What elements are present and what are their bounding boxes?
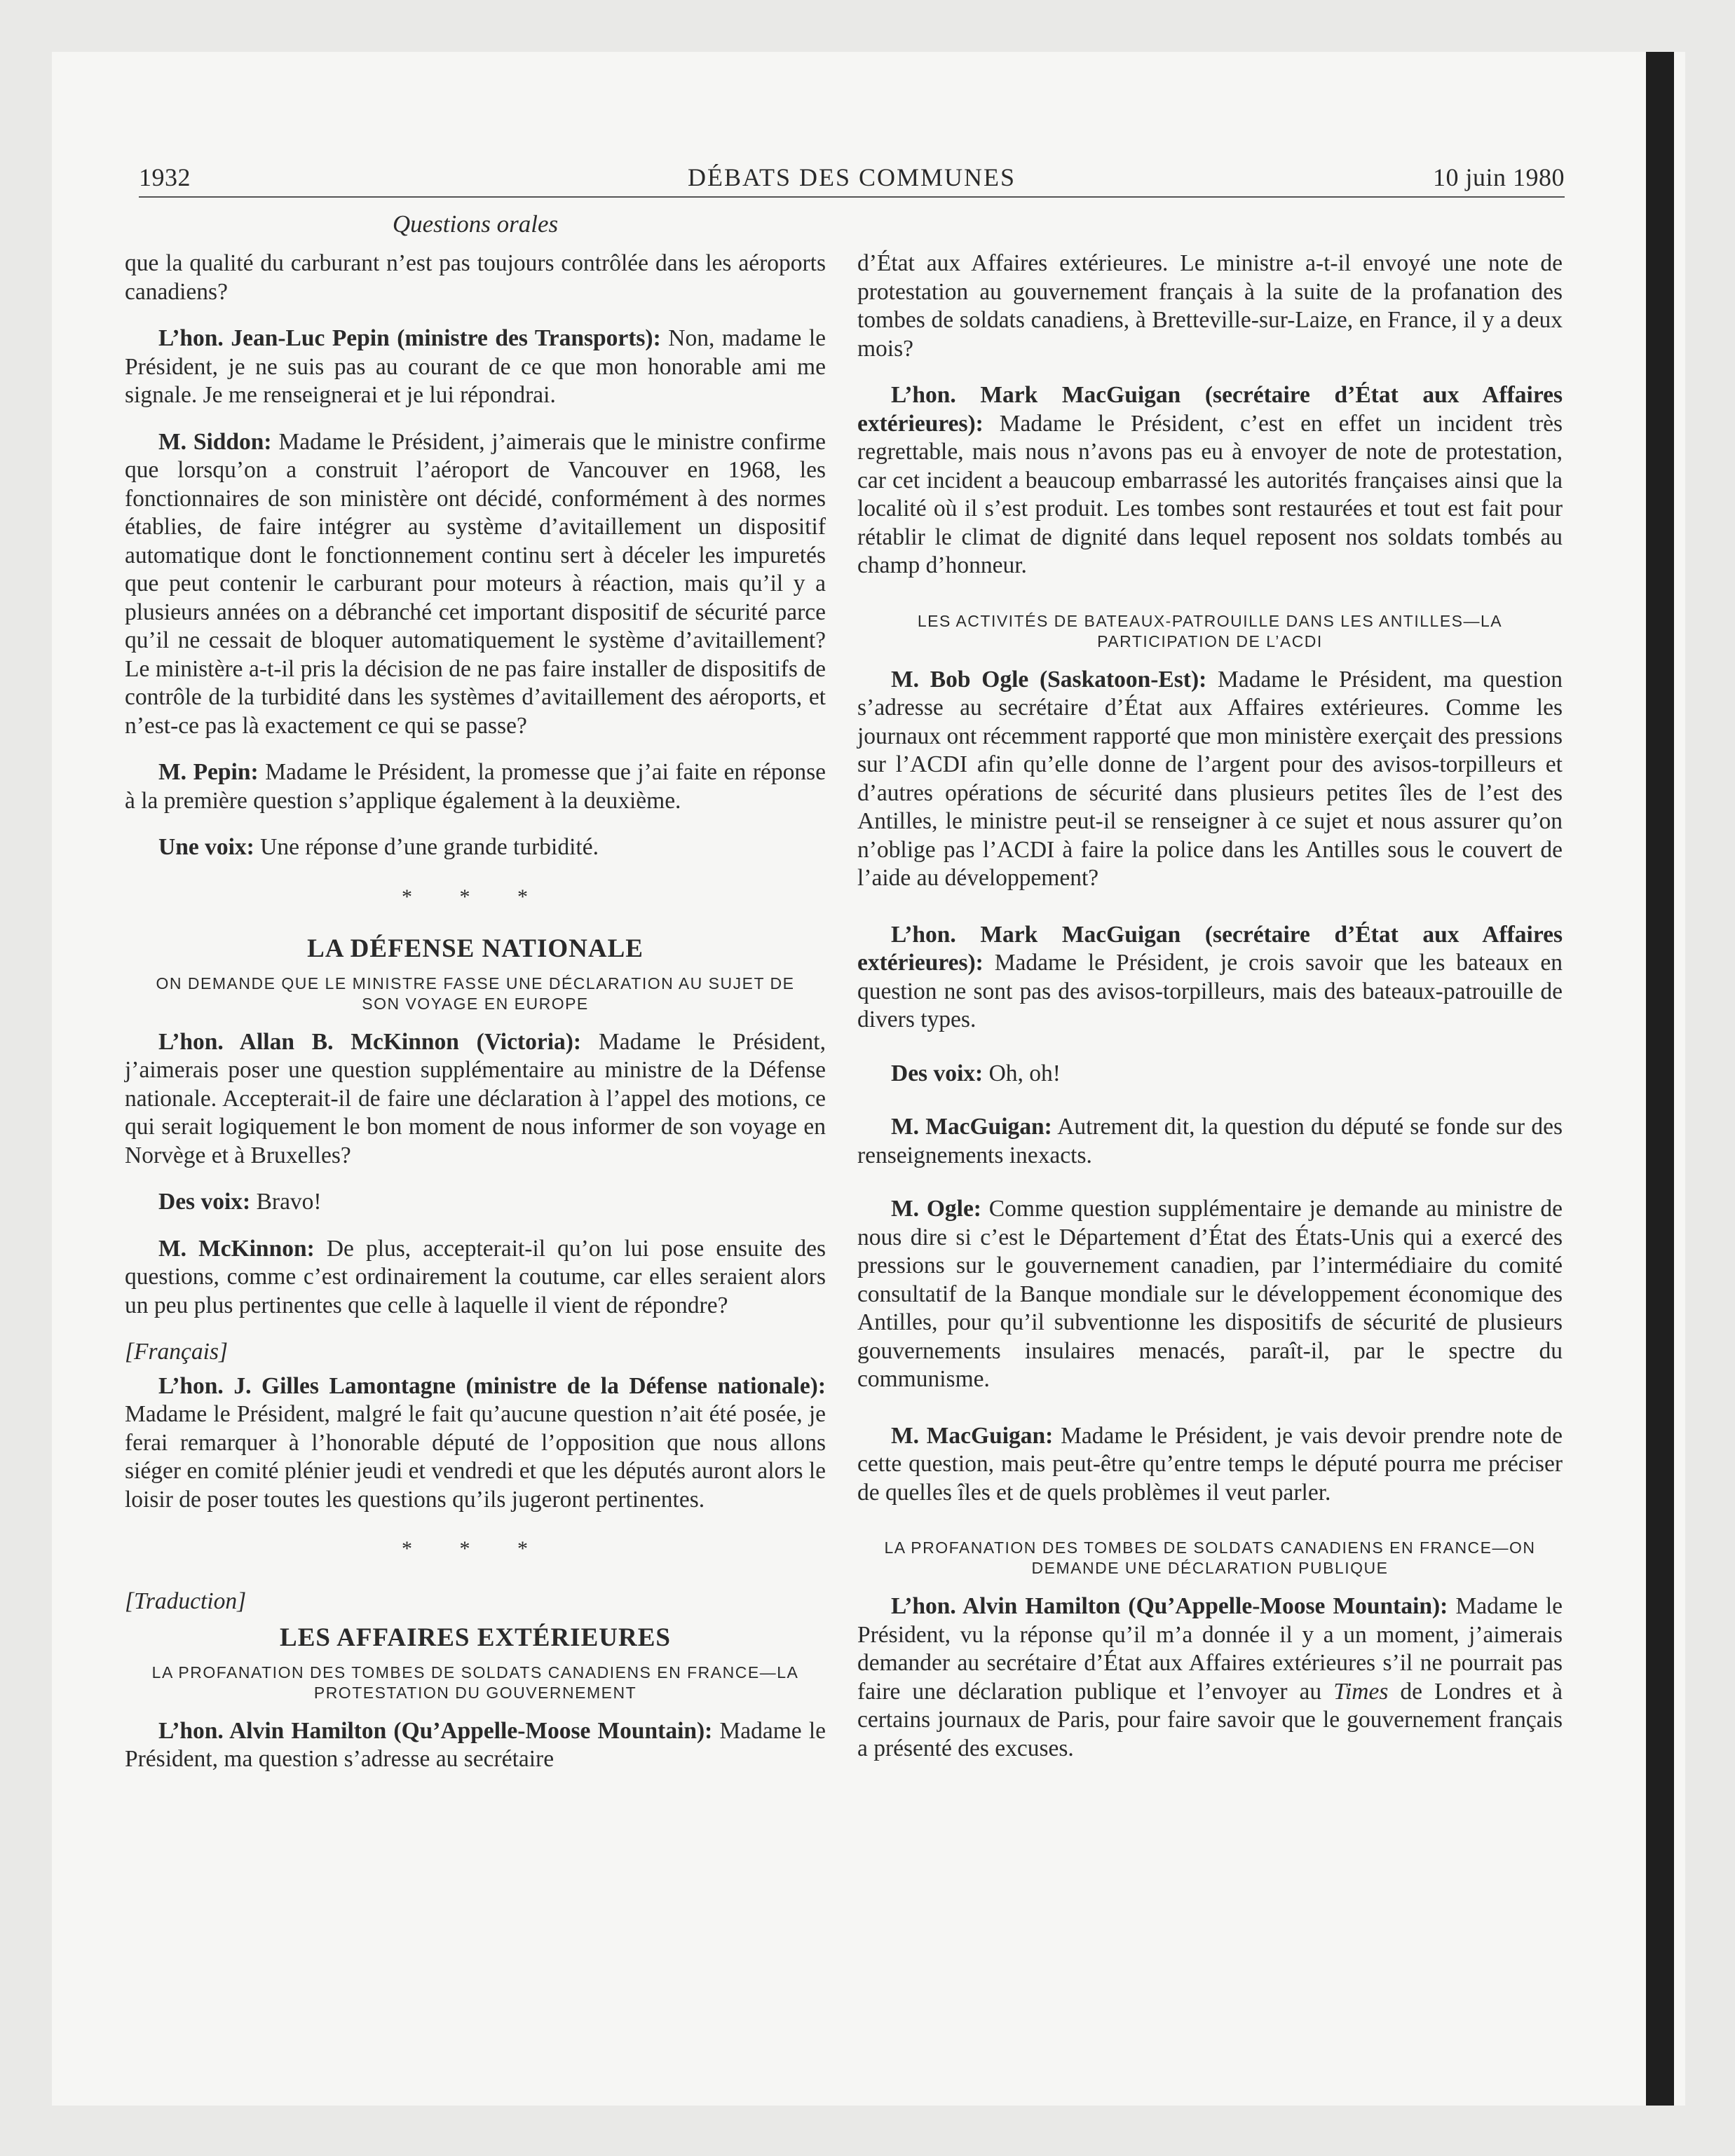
subsection-heading: LES ACTIVITÉS DE BATEAUX-PATROUILLE DANS LES ANTILLES—LA PARTICIPATION DE L’ACDI xyxy=(917,611,1503,650)
section-heading: LA DÉFENSE NATIONALE xyxy=(307,934,644,963)
paragraph: M. Bob Ogle (Saskatoon-Est): Madame le Président, ma question s’adresse au secrétaire d’État aux Affaires extérieures. Comme les journaux ont récemment rapporté que mon ministère exerçait des pressions sur l’ACDI afin qu’elle donne de l’argent pour des avisos-torpilleurs et d’autres opérations de sécurité dans plusieurs petites îles de l’est des Antilles, le ministre peut-il se renseigner à ce sujet et nous assurer qu’on n’oblige pas l’ACDI à faire la police dans les Antilles sous le couvert de l’aide au développement? xyxy=(857,666,1563,891)
speaker: L’hon. Allan B. McKinnon (Victoria): xyxy=(158,1028,582,1055)
speaker: M. McKinnon: xyxy=(158,1235,315,1262)
section-separator: * * * xyxy=(402,885,549,908)
paragraph: M. Pepin: Madame le Président, la promesse que j’ai faite en réponse à la première question s’applique également à la deuxième. xyxy=(125,759,826,814)
speaker: Une voix: xyxy=(158,834,254,860)
section-running-head: Questions orales xyxy=(392,210,559,238)
paragraph: M. McKinnon: De plus, accepterait-il qu’on lui pose ensuite des questions, comme c’est ordinairement la coutume, car elles seraient alors un peu plus pertinentes que celle à laquelle il vient de répondre? xyxy=(125,1235,826,1318)
paragraph: M. Ogle: Comme question supplémentaire je demande au ministre de nous dire si c’est le Département d’État des États-Unis qui a exercé des pressions sur le gouvernement canadien, par l’intermédiaire du comité consultatif de la Banque mondiale sur le développement économique des Antilles, pour qu’il subventionne les dispositifs de sécurité de plusieurs gouvernements insulaires menacés, paraît-il, par le spectre du communisme. xyxy=(857,1196,1563,1392)
language-tag: [Traduction] xyxy=(125,1588,247,1614)
scan-edge-bar xyxy=(1646,52,1674,2106)
speaker: L’hon. Alvin Hamilton (Qu’Appelle-Moose Mountain): xyxy=(891,1593,1448,1619)
paragraph: Une voix: Une réponse d’une grande turbidité. xyxy=(158,834,599,860)
language-tag: [Français] xyxy=(125,1339,229,1365)
right-column xyxy=(857,250,1563,1781)
issue-date: 10 juin 1980 xyxy=(1432,163,1565,191)
paragraph: Des voix: Bravo! xyxy=(158,1189,322,1215)
section-separator: * * * xyxy=(402,1537,549,1560)
paragraph: d’État aux Affaires extérieures. Le ministre a-t-il envoyé une note de protestation au gouvernement français à la suite de la profanation des tombes de soldats canadiens, à Bretteville-sur-Laize, en France, il y a deux mois? xyxy=(857,250,1563,362)
speaker: L’hon. Jean-Luc Pepin (ministre des Transports): xyxy=(158,325,661,351)
paragraph: L’hon. J. Gilles Lamontagne (ministre de la Défense nationale): Madame le Président, malgré le fait qu’aucune question n’ait été posée, je ferai remarquer à l’honorable député de l’opposition que nous allons siéger en comité plénier jeudi et vendredi et que les députés auront alors le loisir de poser toutes les questions qu’ils jugeront pertinentes. xyxy=(125,1372,826,1513)
speaker: L’hon. Mark MacGuigan (secrétaire d’État aux Affaires extérieures): xyxy=(857,382,1563,437)
paragraph: L’hon. Mark MacGuigan (secrétaire d’État aux Affaires extérieures): Madame le Président, je crois savoir que les bateaux en question ne sont pas des avisos-torpilleurs, mais des bateaux-patrouille de divers types. xyxy=(857,921,1563,1032)
paragraph: L’hon. Jean-Luc Pepin (ministre des Transports): Non, madame le Président, je ne suis pas au courant de ce que mon honorable ami me signale. Je me renseignerai et je lui répondrai. xyxy=(125,325,826,408)
subsection-heading: LA PROFANATION DES TOMBES DE SOLDATS CANADIENS EN FRANCE—LA PROTESTATION DU GOUVERNEMENT xyxy=(151,1663,799,1702)
left-column xyxy=(125,250,826,1792)
publication-title: DÉBATS DES COMMUNES xyxy=(687,163,1016,191)
speaker: M. MacGuigan: xyxy=(891,1114,1052,1140)
speaker: M. Ogle: xyxy=(891,1196,981,1222)
speaker: M. Siddon: xyxy=(158,428,272,455)
speaker: L’hon. J. Gilles Lamontagne (ministre de la Défense nationale): xyxy=(158,1372,826,1399)
subsection-heading: ON DEMANDE QUE LE MINISTRE FASSE UNE DÉCLARATION AU SUJET DE SON VOYAGE EN EUROPE xyxy=(156,974,795,1013)
paragraph: que la qualité du carburant n’est pas toujours contrôlée dans les aéroports canadiens? xyxy=(125,250,826,305)
header-rule xyxy=(139,196,1565,198)
speaker: L’hon. Mark MacGuigan (secrétaire d’État aux Affaires extérieures): xyxy=(857,921,1563,976)
page-header xyxy=(139,156,1565,198)
paragraph: M. MacGuigan: Madame le Président, je vais devoir prendre note de cette question, mais peut-être qu’entre temps le député pourra me préciser de quelles îles et de quels problèmes il veut parler. xyxy=(857,1422,1563,1506)
speaker: M. Pepin: xyxy=(158,759,259,785)
speaker: Des voix: xyxy=(158,1189,251,1215)
speaker: Des voix: xyxy=(891,1060,984,1086)
speaker: M. Bob Ogle (Saskatoon-Est): xyxy=(891,666,1207,692)
subsection-heading: LA PROFANATION DES TOMBES DE SOLDATS CANADIENS EN FRANCE—ON DEMANDE UNE DÉCLARATION PUBLIQUE xyxy=(884,1538,1536,1577)
speaker: L’hon. Alvin Hamilton (Qu’Appelle-Moose Mountain): xyxy=(158,1717,713,1744)
paragraph: L’hon. Allan B. McKinnon (Victoria): Madame le Président, j’aimerais poser une question supplémentaire au ministre de la Défense nationale. Accepterait-il de faire une déclaration à l’appel des motions, ce qui serait logiquement le bon moment de nous informer de son voyage en Norvège et à Bruxelles? xyxy=(125,1028,826,1168)
speaker: M. MacGuigan: xyxy=(891,1422,1054,1449)
section-heading: LES AFFAIRES EXTÉRIEURES xyxy=(280,1623,671,1652)
paragraph: M. Siddon: Madame le Président, j’aimerais que le ministre confirme que lorsqu’on a construit l’aéroport de Vancouver en 1968, les fonctionnaires de son ministère ont décidé, conformément à des normes établies, de faire intégrer au système d’avitaillement un dispositif automatique dont le fonctionnement continu sert à déceler les impuretés que peut contenir le carburant pour moteurs à réaction, mais qu’il y a plusieurs années on a débranché cet important dispositif de sécurité parce qu’il ne cessait de bloquer automatiquement le système d’avitaillement? Le ministère a-t-il pris la décision de ne pas faire installer de dispositifs de contrôle de la turbidité dans les systèmes d’avitaillement des aéroports, et n’est-ce pas là exactement ce qui se passe? xyxy=(125,428,826,739)
paragraph: Des voix: Oh, oh! xyxy=(891,1060,1061,1086)
paragraph: L’hon. Alvin Hamilton (Qu’Appelle-Moose Mountain): Madame le Président, ma question s’adresse au secrétaire xyxy=(125,1717,826,1772)
paragraph: L’hon. Mark MacGuigan (secrétaire d’État aux Affaires extérieures): Madame le Président, c’est en effet un incident très regrettable, mais nous n’avons pas eu à envoyer de note de protestation, car cet incident a beaucoup embarrassé les autorités françaises ainsi que la localité où il s’est produit. Les tombes sont restaurées et tout est fait pour rétablir le climat de dignité dans lequel reposent nos soldats tombés au champ d’honneur. xyxy=(857,382,1563,578)
paragraph: M. MacGuigan: Autrement dit, la question du député se fonde sur des renseignements inexacts. xyxy=(857,1114,1563,1168)
newspaper-title: Times xyxy=(1333,1678,1389,1705)
page-number: 1932 xyxy=(139,163,191,191)
paragraph: L’hon. Alvin Hamilton (Qu’Appelle-Moose Mountain): Madame le Président, vu la réponse qu’il m’a donnée il y a un moment, j’aimerais demander au secrétaire d’État aux Affaires extérieures s’il ne pourrait pas faire une déclaration publique et l’envoyer au Times de Londres et à certains journaux de Paris, pour faire savoir que le gouvernement français a présenté des excuses. xyxy=(857,1593,1563,1761)
